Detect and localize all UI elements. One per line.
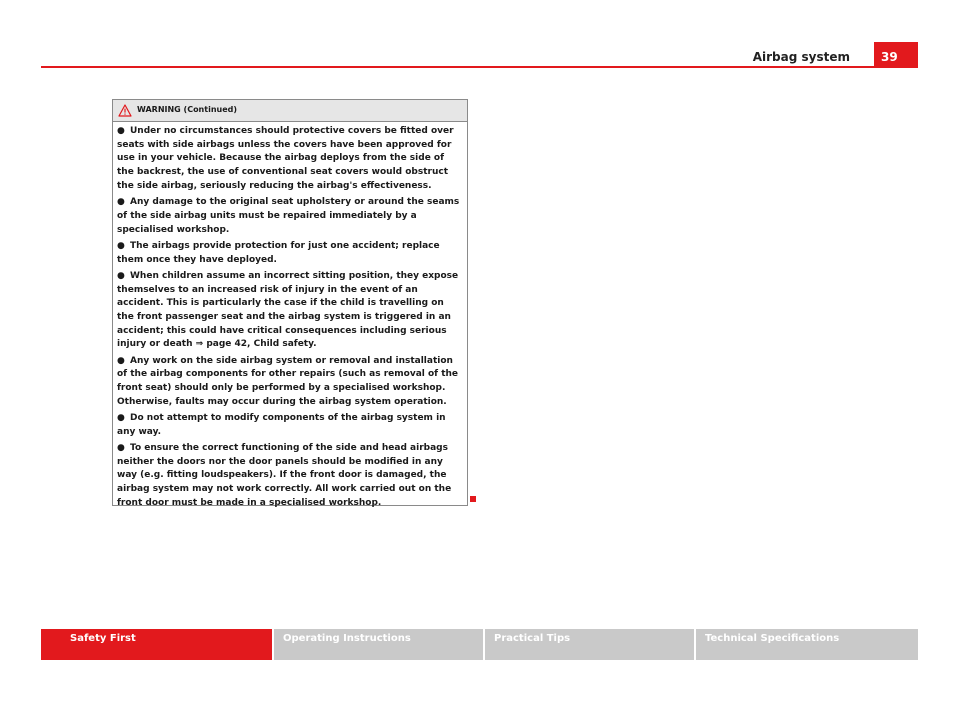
- bullet: ●: [117, 126, 125, 136]
- warning-item: [117, 125, 461, 194]
- warning-item: [117, 196, 461, 237]
- bullet: ●: [117, 355, 125, 366]
- warning-title: WARNING (Continued): [137, 105, 238, 114]
- bullet: ●: [117, 443, 125, 454]
- warning-item-text: The airbags provide protection for just one accident; replace them once they have deployed.: [117, 240, 440, 265]
- footer-chapter-nav: [41, 629, 918, 660]
- section-end-marker: [470, 496, 476, 502]
- warning-item: [117, 355, 461, 410]
- header-rule: [41, 66, 918, 68]
- warning-item: [117, 412, 461, 439]
- bullet: ●: [117, 413, 125, 424]
- tab-operating-instructions[interactable]: Operating Instructions: [272, 629, 483, 660]
- tab-practical-tips[interactable]: Practical Tips: [483, 629, 694, 660]
- bullet: ●: [117, 197, 125, 208]
- warning-item: [117, 442, 461, 511]
- page-number: 39: [874, 42, 918, 66]
- section-title: Airbag system: [752, 50, 850, 64]
- warning-item: [117, 240, 461, 267]
- warning-body: [113, 122, 467, 511]
- warning-item-text: Any damage to the original seat upholstery or around the seams of the side airbag units must be repaired immediately by a specialised workshop.: [117, 197, 460, 235]
- bullet: ●: [117, 240, 125, 251]
- warning-item-text: Under no circumstances should protective covers be fitted over seats with side airbags unless the covers have been approved for use in your vehicle. Because the airbag deploys from the side of the backrest, the use of conventional seat covers would obstruct the side airbag, seriously reducing the airbag's effectiveness.: [117, 126, 454, 191]
- warning-box: [112, 99, 468, 506]
- bullet: ●: [117, 270, 125, 281]
- warning-item: [117, 270, 461, 352]
- warning-item-text: To ensure the correct functioning of the side and head airbags neither the doors nor the door panels should be modified in any way (e.g. fitting loudspeakers). If the front door is damaged, the airbag system may not work correctly. All work carried out on the front door must be made in a specialised workshop.: [117, 443, 452, 508]
- tab-safety-first[interactable]: Safety First: [41, 629, 272, 660]
- warning-item-text: Any work on the side airbag system or removal and installation of the airbag components for other repairs (such as removal of the front seat) should only be performed by a specialised workshop. Otherwise, faults may occur during the airbag system operation.: [117, 355, 459, 407]
- tab-technical-specifications[interactable]: Technical Specifications: [694, 629, 918, 660]
- warning-item-text: When children assume an incorrect sitting position, they expose themselves to an increased risk of injury in the event of an accident. This is particularly the case if the child is travelling on the front passenger seat and the airbag system is triggered in an accident; this could have critical consequences including serious injury or death ⇒ page 42, Child safety.: [117, 270, 459, 350]
- warning-header: [113, 100, 467, 122]
- warning-item-text: Do not attempt to modify components of the airbag system in any way.: [117, 413, 446, 437]
- warning-triangle-icon: [118, 104, 132, 117]
